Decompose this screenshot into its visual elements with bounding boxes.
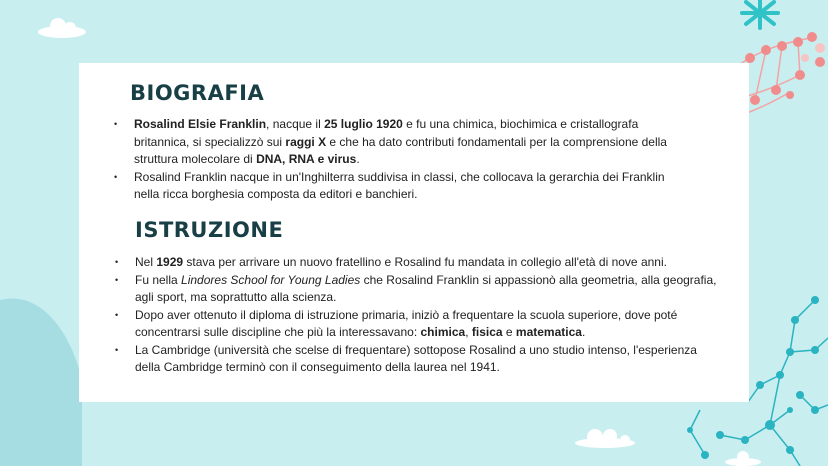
biography-list-item xyxy=(114,169,674,204)
text-segment: Fu nella xyxy=(135,272,182,287)
text-segment: Lindores School for Young Ladies xyxy=(181,272,361,287)
education-list-item xyxy=(115,272,725,307)
text-segment: , nacque il xyxy=(266,117,325,131)
text-segment: 25 luglio 1920 xyxy=(324,117,403,131)
background-hill xyxy=(0,298,82,466)
education-list-item xyxy=(115,342,725,377)
text-segment: stava per arrivare un nuovo fratellino e Rosalind fu mandata in collegio all'età di nove anni. xyxy=(183,255,667,269)
text-segment: Rosalind Elsie Franklin xyxy=(134,117,267,131)
cloud-icon xyxy=(38,18,86,38)
education-title: ISTRUZIONE xyxy=(135,218,284,242)
text-segment: e fu una chimica, biochimica e cristallografa britannica, si specializzò sui xyxy=(134,117,639,149)
text-segment: DNA, RNA e virus xyxy=(256,152,357,166)
text-segment: e che ha dato contributi fondamentali per la comprensione della struttura molecolare di xyxy=(134,134,667,166)
education-list xyxy=(115,254,725,377)
biography-title: BIOGRAFIA xyxy=(130,81,265,105)
content-card xyxy=(79,63,749,402)
text-segment: raggi X xyxy=(285,134,327,149)
biography-list xyxy=(114,116,674,204)
text-segment: Dopo aver ottenuto il diploma di istruzione primaria, iniziò a frequentare la scuola superiore, dove poté concentrarsi sulle discipline che più la interessavano: xyxy=(135,307,678,339)
text-segment: La Cambridge (università che scelse di frequentare) sottopose Rosalind a uno studio intenso, l'esperienza della Cambridge terminò con il conseguimento della laurea nel 1941. xyxy=(135,342,697,374)
cloud-icon xyxy=(575,429,635,448)
snowflake-icon xyxy=(742,0,778,28)
text-segment: . xyxy=(581,325,586,339)
biography-list-item xyxy=(114,116,674,169)
text-segment: , xyxy=(465,325,472,339)
text-segment: chimica xyxy=(420,325,466,339)
text-segment: Rosalind Franklin nacque in un'Inghilterra suddivisa in classi, che collocava la gerarchia dei Franklin nella ricca borghesia composta da editori e banchieri. xyxy=(134,169,665,201)
text-segment: e xyxy=(502,325,516,339)
text-segment: matematica xyxy=(515,325,582,339)
text-segment: che Rosalind Franklin si appassionò alla geometria, alla geografia, agli sport, ma soprattutto alla scienza. xyxy=(135,272,717,304)
text-segment: fisica xyxy=(471,325,503,339)
education-list-item xyxy=(115,254,725,272)
text-segment: . xyxy=(356,152,360,166)
text-segment: 1929 xyxy=(156,255,184,269)
education-list-item xyxy=(115,307,725,342)
text-segment: Nel xyxy=(135,255,157,269)
cloud-icon xyxy=(725,451,761,466)
